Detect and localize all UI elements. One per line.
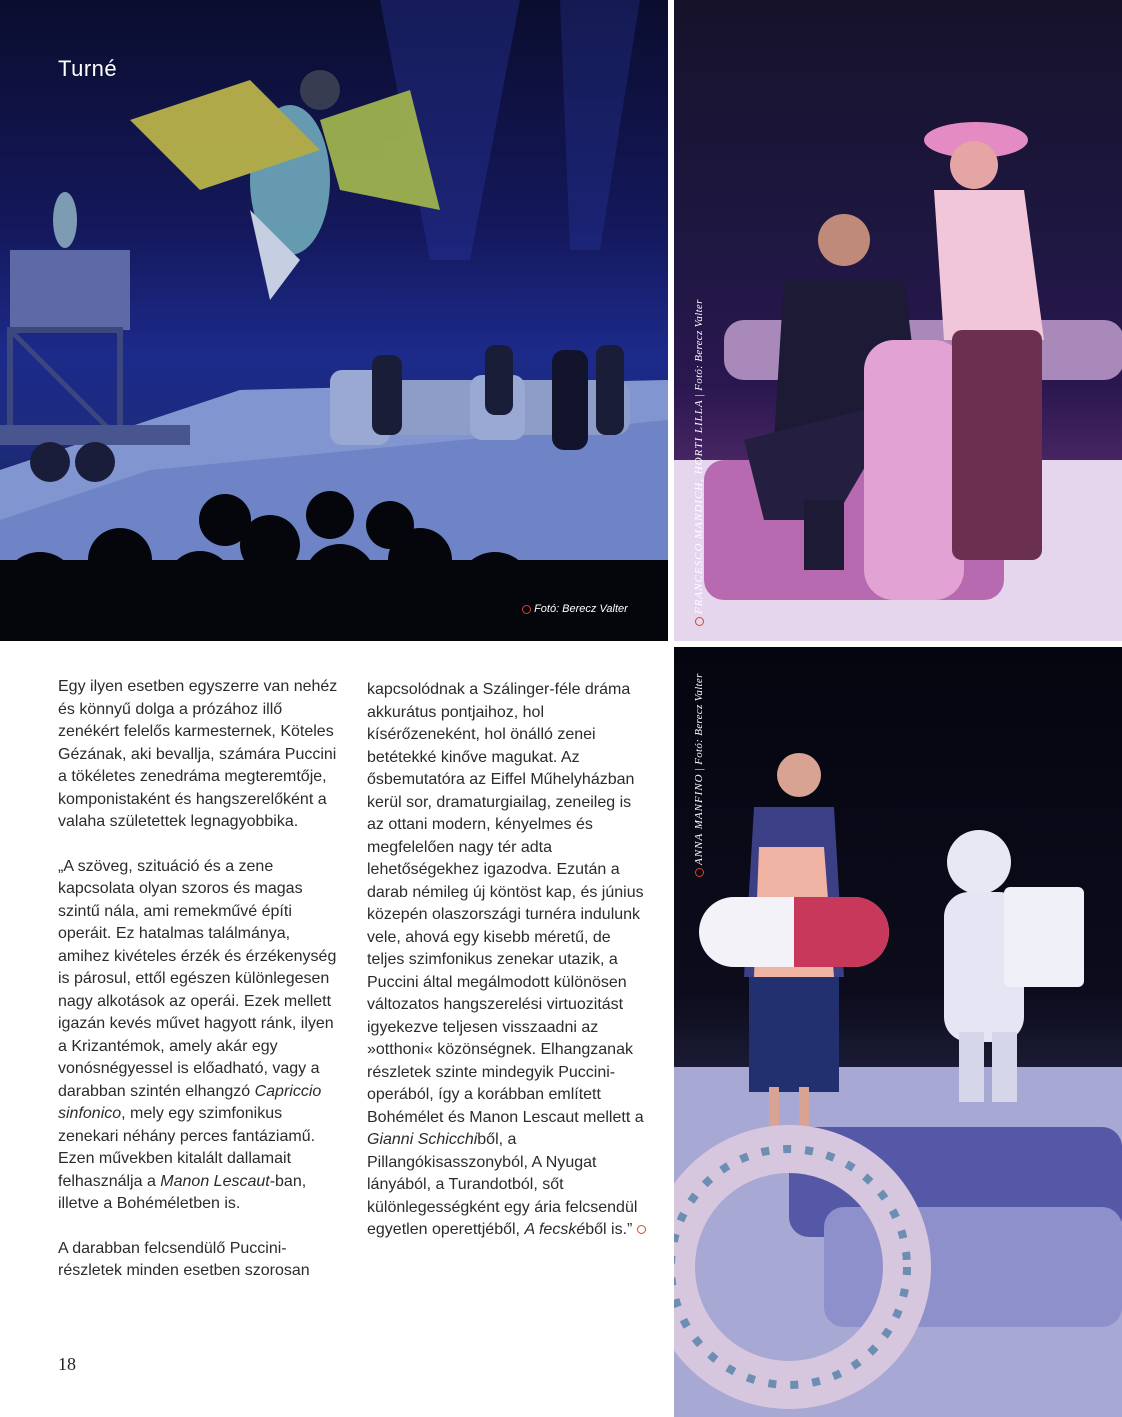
- ring-bullet-icon: [695, 617, 704, 626]
- article-paragraph: [367, 679, 652, 1242]
- astronaut-photo-names: ANNA MANFINO: [693, 773, 705, 865]
- article-column-right: [367, 679, 652, 1242]
- text-run: ből, a Pillangókisasszonyból, A Nyugat lányából, a Turandotból, sőt különlegességként egy ária felcsendül egyetlen operettjéből,: [367, 1131, 638, 1238]
- text-run: „A szöveg, szituáció és a zene kapcsolata olyan szoros és magas szintű nála, ami remekművé építi operáit. Ez hatalmas találmánya, amihez kivételes érzék és érzékenység is párosul, ettől egészen különlegesen nagy alkotások az operái. Ezek mellett igazán kevés művet hagyott ránk, ilyen a Krizantémok, amely akár egy vonósnégyessel is előadható, vagy a darabban szintén elhangzó: [58, 857, 337, 1100]
- ring-bullet-icon: [522, 605, 531, 614]
- astronaut-photo: [674, 647, 1122, 1417]
- stage-illustration: [0, 0, 668, 641]
- sofa-scene: [330, 345, 630, 450]
- text-run: ből is.”: [585, 1221, 633, 1238]
- article-paragraph: Egy ilyen esetben egyszerre van nehéz és könnyű dolga a prózához illő zenékért felelős karmesternek, Köteles Gézának, aki bevallja, számára Puccini a tökéletes zenedráma megteremtője, komponistaként és hangszerelőként a valaha születettek legnagyobbika.: [58, 678, 338, 830]
- italic-title: Gianni Schicchi: [367, 1131, 478, 1148]
- page-number: 18: [58, 1354, 76, 1374]
- stage-photo-credit-text: Fotó: Berecz Valter: [534, 603, 628, 615]
- tower-trailer: [0, 192, 190, 482]
- ring-bullet-icon: [695, 868, 704, 877]
- astronaut-illustration: [674, 647, 1122, 1417]
- couch-illustration: [674, 0, 1122, 641]
- article-column-left: [58, 676, 344, 1283]
- stage-photo: [0, 0, 668, 641]
- astronaut-figure: [944, 830, 1084, 1102]
- italic-title: A fecské: [524, 1221, 586, 1238]
- couch-photo: [674, 0, 1122, 641]
- astronaut-photo-credit: ANNA MANFINO | Fotó: Berecz Valter: [693, 673, 705, 877]
- text-run: -ban, illetve a Bohéméletben is.: [58, 1172, 307, 1212]
- astronaut-photo-credit-text: Fotó: Berecz Valter: [693, 673, 705, 765]
- end-mark-icon: [637, 1225, 646, 1234]
- section-title: Turné: [58, 56, 118, 81]
- pill-prop: [699, 897, 889, 967]
- article-paragraph: A darabban felcsendülő Puccini-részletek minden esetben szorosan: [58, 1239, 310, 1279]
- italic-title: Capriccio sinfonico: [58, 1082, 322, 1122]
- text-run: kapcsolódnak a Szálinger-féle dráma akkurátus pontjaihoz, hol kísérőzeneként, hol önálló zenei betétekké kinőve magukat. Az ősbemutatóra az Eiffel Műhelyházban kerül sor, dramaturgiailag, zeneileg is az ottani modern, kényelmes és megfelelően nagy tér adta lehetőségekhez igazodva. Ezután a darab némileg új köntöst kap, és június közepén olaszországi turnéra indulunk vele, ahová egy kisebb méretű, de teljes szimfonikus zenekar utazik, a Puccini által megálmodott különösen változatos hangszerelési virtuozitást igyekezve teljesen visszaadni az »otthoni« közönségnek. Elhangzanak részletek szinte mindegyik Puccini-operából, így a korábban említett Bohémélet és Manon Lescaut mellett a: [367, 681, 644, 1126]
- stage-photo-credit: [522, 603, 628, 615]
- bird-puppet: [130, 70, 440, 300]
- article-paragraph: [58, 856, 344, 1216]
- italic-title: Manon Lescaut: [160, 1172, 270, 1190]
- text-run: , mely egy szimfonikus zenekari néhány perces fantáziamű. Ezen művekben kitalált dallamait felhasználja a: [58, 1105, 316, 1190]
- couch-photo-credit: FRANCESCO MANDICH, HORTI LILLA | Fotó: Berecz Valter: [693, 299, 705, 626]
- couch-photo-credit-text: Fotó: Berecz Valter: [693, 299, 705, 391]
- couch-photo-names: FRANCESCO MANDICH, HORTI LILLA: [693, 399, 705, 614]
